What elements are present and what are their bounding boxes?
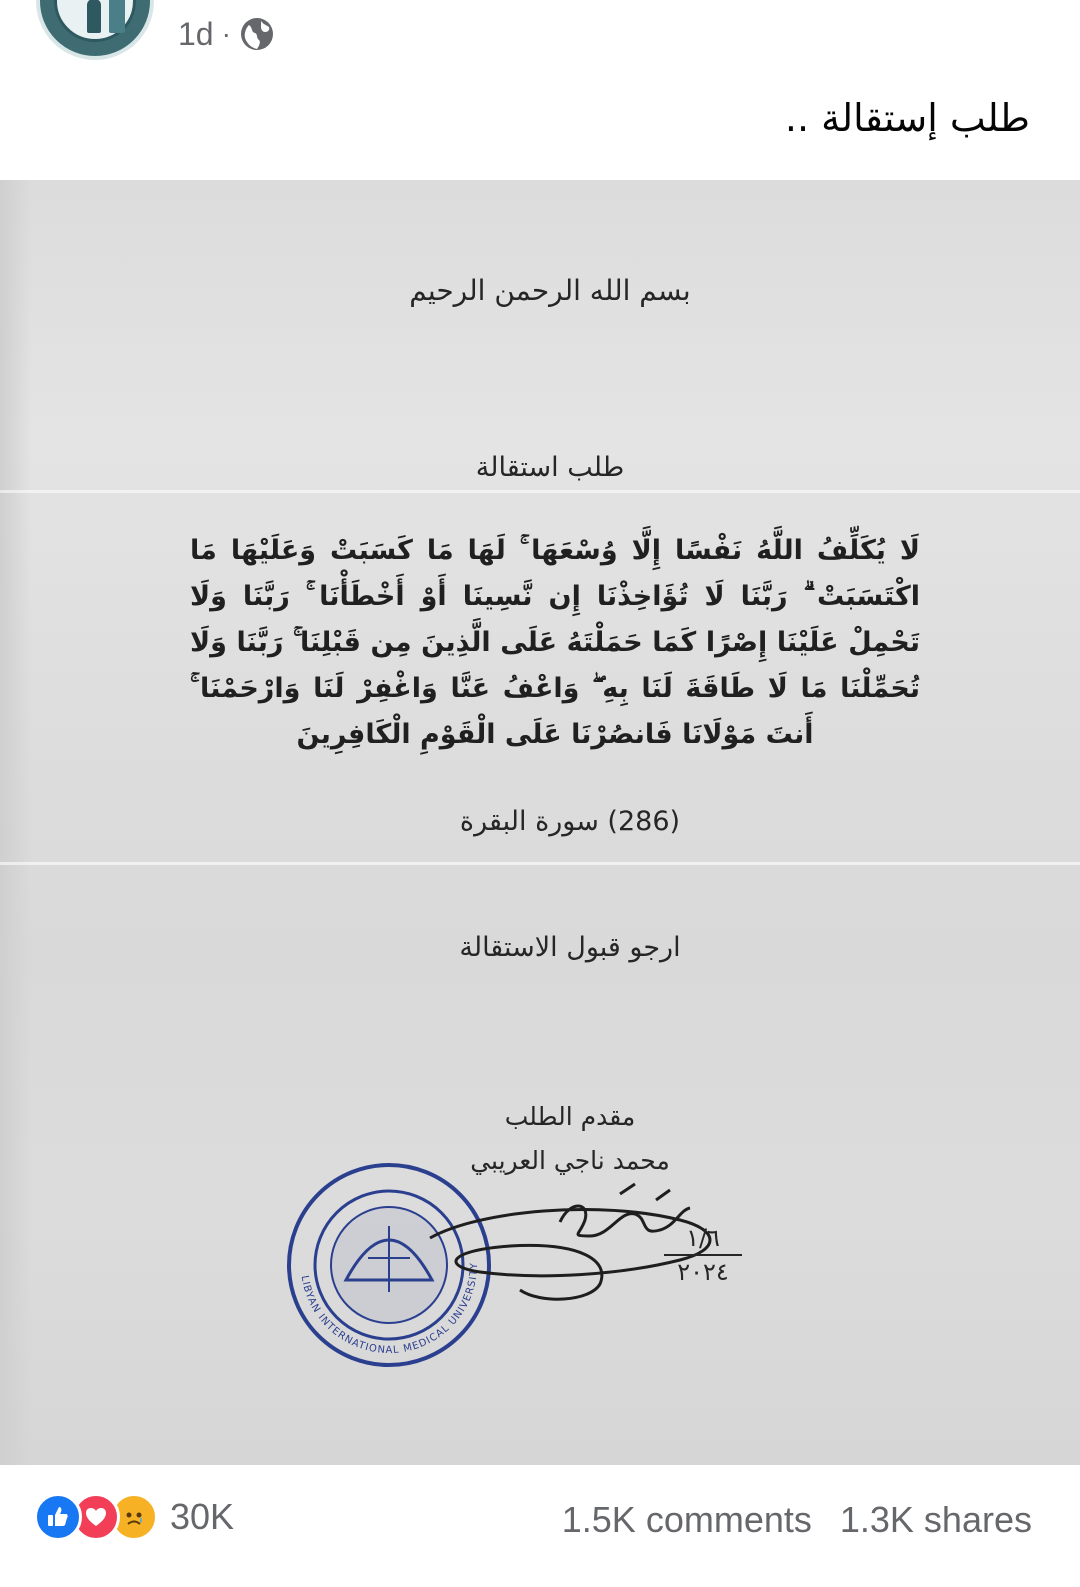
paper-fold <box>0 490 1080 493</box>
avatar[interactable] <box>36 0 154 60</box>
post-timestamp[interactable]: 1d <box>178 15 214 52</box>
globe-icon[interactable] <box>239 16 275 52</box>
avatar-figure-right <box>109 0 125 33</box>
reaction-count: 30K <box>170 1496 235 1537</box>
date-divider <box>664 1254 742 1256</box>
paper-fold <box>0 862 1080 865</box>
comments-count[interactable]: 1.5K comments <box>561 1499 812 1540</box>
applicant-label: مقدم الطلب <box>504 1102 636 1131</box>
post-photo[interactable] <box>0 180 1080 1465</box>
document-verse: لَا يُكَلِّفُ اللَّهُ نَفْسًا إِلَّا وُسْعَهَا ۚ لَهَا مَا كَسَبَتْ وَعَلَيْهَا مَا اكْتَسَبَتْ ۗ رَبَّنَا لَا تُؤَاخِذْنَا إِن نَّسِينَا أَوْ أَخْطَأْنَا ۚ رَبَّنَا وَلَا تَحْمِلْ عَلَيْنَا إِصْرًا كَمَا حَمَلْتَهُ عَلَى الَّذِينَ مِن قَبْلِنَا ۚ رَبَّنَا وَلَا تُحَمِّلْنَا مَا لَا طَاقَةَ لَنَا بِهِ ۖ وَاعْفُ عَنَّا وَاغْفِرْ لَنَا وَارْحَمْنَا ۚ أَنتَ مَوْلَانَا فَانصُرْنَا عَلَى الْقَوْمِ الْكَافِرِينَ <box>190 535 920 750</box>
document-basmala: بسم الله الرحمن الرحيم <box>409 274 691 307</box>
date-day-month: ١/٦ <box>686 1224 720 1252</box>
post-text: طلب إستقالة .. <box>784 96 1030 140</box>
date-year: ٢٠٢٤ <box>677 1258 729 1286</box>
reactions-summary[interactable] <box>34 1493 234 1541</box>
document-surah-reference: (286) سورة البقرة <box>459 806 681 837</box>
engagement-counts <box>562 1499 1032 1541</box>
document-request: ارجو قبول الاستقالة <box>459 932 681 963</box>
avatar-logo <box>54 0 136 42</box>
signature-date <box>658 1224 748 1286</box>
post-footer <box>0 1465 1080 1587</box>
stamp-ring-text: LIBYAN INTERNATIONAL MEDICAL UNIVERSITY <box>298 1262 481 1357</box>
paper-shadow <box>0 180 32 1465</box>
like-icon <box>34 1493 82 1541</box>
meta-separator: · <box>221 18 231 49</box>
post-meta <box>178 14 275 54</box>
post-header <box>0 0 1080 80</box>
shares-count[interactable]: 1.3K shares <box>839 1499 1032 1540</box>
applicant-name: محمد ناجي العريبي <box>470 1146 670 1175</box>
document-subject: طلب استقالة <box>475 452 625 483</box>
avatar-figure-left <box>87 0 101 33</box>
